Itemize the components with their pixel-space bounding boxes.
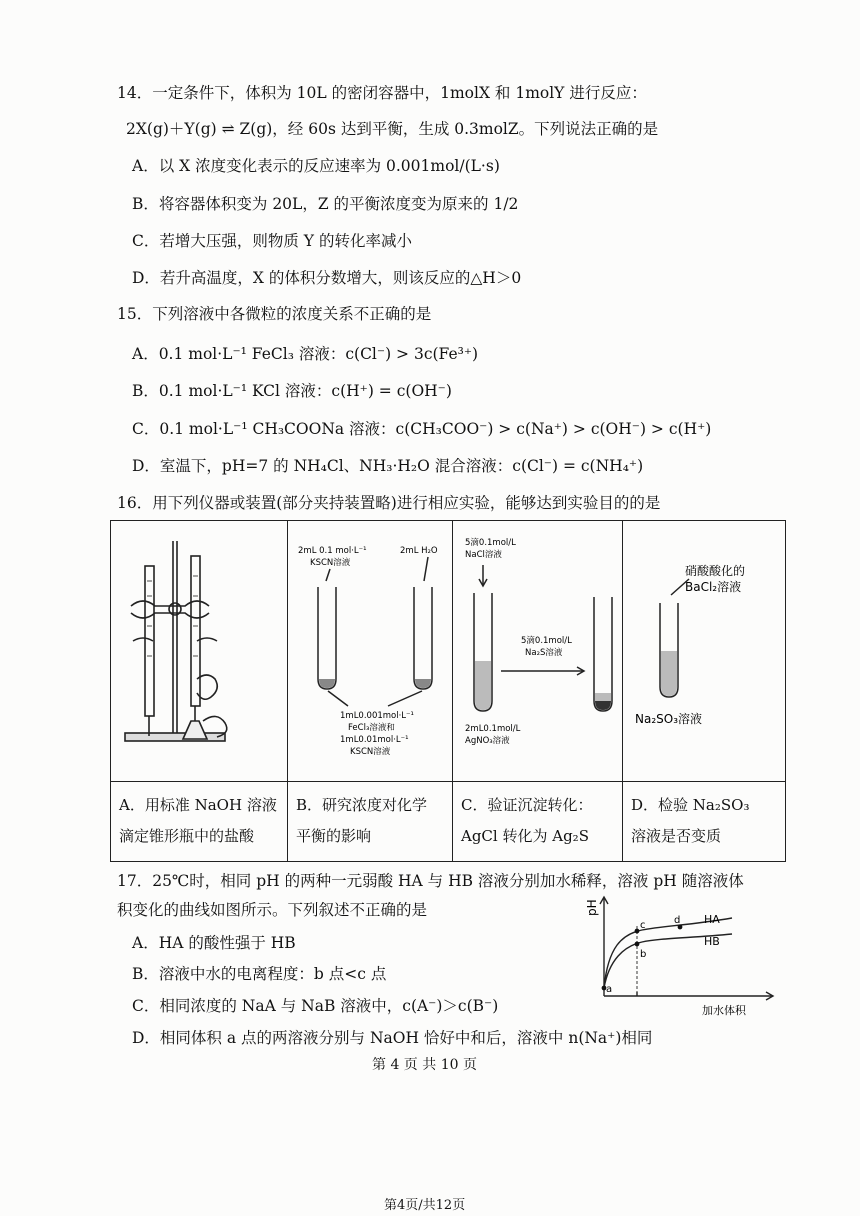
- fig-d-top-2: BaCl₂溶液: [685, 580, 742, 594]
- caption-b-line-1: B．研究浓度对化学: [296, 796, 428, 814]
- caption-a-line-2: 滴定锥形瓶中的盐酸: [119, 827, 255, 845]
- ph-dilution-graph: [582, 892, 782, 1017]
- q16-stem: 16．用下列仪器或装置(部分夹持装置略)进行相应实验，能够达到实验目的的是: [117, 494, 661, 512]
- point-b: [635, 942, 640, 947]
- q14-option-c: C．若增大压强，则物质 Y 的转化率减小: [132, 232, 412, 250]
- caption-c: [453, 782, 623, 862]
- q14-stem-1: 14．一定条件下，体积为 10L 的密闭容器中，1molX 和 1molY 进行反应：: [117, 84, 647, 102]
- caption-a-line-1: A．用标准 NaOH 溶液: [119, 796, 277, 814]
- fig-b-bottom-2: FeCl₃溶液和: [348, 723, 395, 733]
- label-a: a: [606, 984, 613, 995]
- q15-stem: 15．下列溶液中各微粒的浓度关系不正确的是: [117, 305, 432, 323]
- fig-c-arrow-2: Na₂S溶液: [525, 648, 563, 658]
- test-tubes-diagram-b: [288, 521, 453, 777]
- q14-option-a: A．以 X 浓度变化表示的反应速率为 0.001mol/(L·s): [132, 157, 500, 175]
- caption-c-line-1: C．验证沉淀转化：: [461, 796, 593, 814]
- outer-page-footer: 第4页/共12页: [384, 1198, 466, 1213]
- fig-c-bottom-1: 2mL0.1mol/L: [465, 724, 521, 734]
- graph-ylabel: pH: [585, 899, 599, 916]
- q15-option-a: A．0.1 mol·L⁻¹ FeCl₃ 溶液：c(Cl⁻) > 3c(Fe³⁺): [132, 345, 479, 363]
- q15-option-b: B．0.1 mol·L⁻¹ KCl 溶液：c(H⁺) = c(OH⁻): [132, 382, 452, 400]
- q17-option-b: B．溶液中水的电离程度：b 点<c 点: [132, 965, 387, 983]
- q17-option-a: A．HA 的酸性强于 HB: [132, 934, 296, 952]
- fig-d-bottom: Na₂SO₃溶液: [635, 712, 703, 726]
- fig-b-bottom-1: 1mL0.001mol·L⁻¹: [340, 711, 414, 721]
- fig-b-left-label-2: KSCN溶液: [310, 558, 351, 568]
- q16-apparatus-table: [110, 520, 786, 862]
- fig-b-bottom-3: 1mL0.01mol·L⁻¹: [340, 735, 409, 745]
- fig-b-left-label-1: 2mL 0.1 mol·L⁻¹: [298, 546, 367, 556]
- label-c: c: [640, 920, 646, 931]
- fig-d-top-1: 硝酸酸化的: [685, 564, 746, 578]
- fig-c-bottom-2: AgNO₃溶液: [465, 736, 510, 746]
- q17-option-d: D．相同体积 a 点的两溶液分别与 NaOH 恰好中和后，溶液中 n(Na⁺)相同: [132, 1029, 653, 1047]
- caption-c-line-2: AgCl 转化为 Ag₂S: [461, 827, 589, 845]
- figure-d-sulfite-test: [623, 521, 786, 782]
- figure-a-titration: [111, 521, 288, 782]
- caption-a: [111, 782, 288, 862]
- q14-stem-2: 2X(g)＋Y(g) ⇌ Z(g)，经 60s 达到平衡，生成 0.3molZ。下列说法正确的是: [126, 120, 659, 138]
- q15-option-c: C．0.1 mol·L⁻¹ CH₃COONa 溶液：c(CH₃COO⁻) > c(Na⁺) > c(OH⁻) > c(H⁺): [132, 420, 712, 438]
- curve-ha: [604, 918, 732, 988]
- caption-b-line-2: 平衡的影响: [296, 827, 372, 845]
- figure-c-precipitate: [453, 521, 623, 782]
- caption-d-line-1: D．检验 Na₂SO₃: [631, 796, 750, 814]
- caption-b: [288, 782, 453, 862]
- test-tube-diagram-d: [623, 521, 786, 777]
- q15-option-d: D．室温下，pH=7 的 NH₄Cl、NH₃·H₂O 混合溶液：c(Cl⁻) = c(NH₄⁺): [132, 457, 644, 475]
- fig-c-arrow-1: 5滴0.1mol/L: [521, 636, 572, 646]
- inner-page-footer: 第 4 页 共 10 页: [372, 1057, 477, 1073]
- fig-c-top-2: NaCl溶液: [465, 550, 502, 560]
- q17-stem-1: 17．25℃时，相同 pH 的两种一元弱酸 HA 与 HB 溶液分别加水稀释，溶液 pH 随溶液体: [117, 872, 744, 890]
- q17-option-c: C．相同浓度的 NaA 与 NaB 溶液中，c(A⁻)＞c(B⁻): [132, 997, 499, 1015]
- fig-c-top-1: 5滴0.1mol/L: [465, 538, 516, 548]
- label-d: d: [674, 915, 681, 926]
- q17-stem-2: 积变化的曲线如图所示。下列叙述不正确的是: [117, 901, 428, 919]
- label-b: b: [640, 949, 647, 960]
- titration-stand-diagram: [111, 521, 286, 777]
- caption-d-line-2: 溶液是否变质: [631, 827, 722, 845]
- point-c: [635, 929, 640, 934]
- fig-b-bottom-4: KSCN溶液: [350, 747, 391, 757]
- series-label-hb: HB: [704, 935, 720, 948]
- q14-option-d: D．若升高温度，X 的体积分数增大，则该反应的△H＞0: [132, 269, 522, 287]
- q14-option-b: B．将容器体积变为 20L，Z 的平衡浓度变为原来的 1/2: [132, 195, 519, 213]
- graph-xlabel: 加水体积: [702, 1004, 746, 1017]
- fig-b-right-label: 2mL H₂O: [400, 546, 438, 556]
- test-tubes-diagram-c: [453, 521, 623, 777]
- caption-d: [623, 782, 786, 862]
- figure-b-concentration: [288, 521, 453, 782]
- series-label-ha: HA: [704, 913, 720, 926]
